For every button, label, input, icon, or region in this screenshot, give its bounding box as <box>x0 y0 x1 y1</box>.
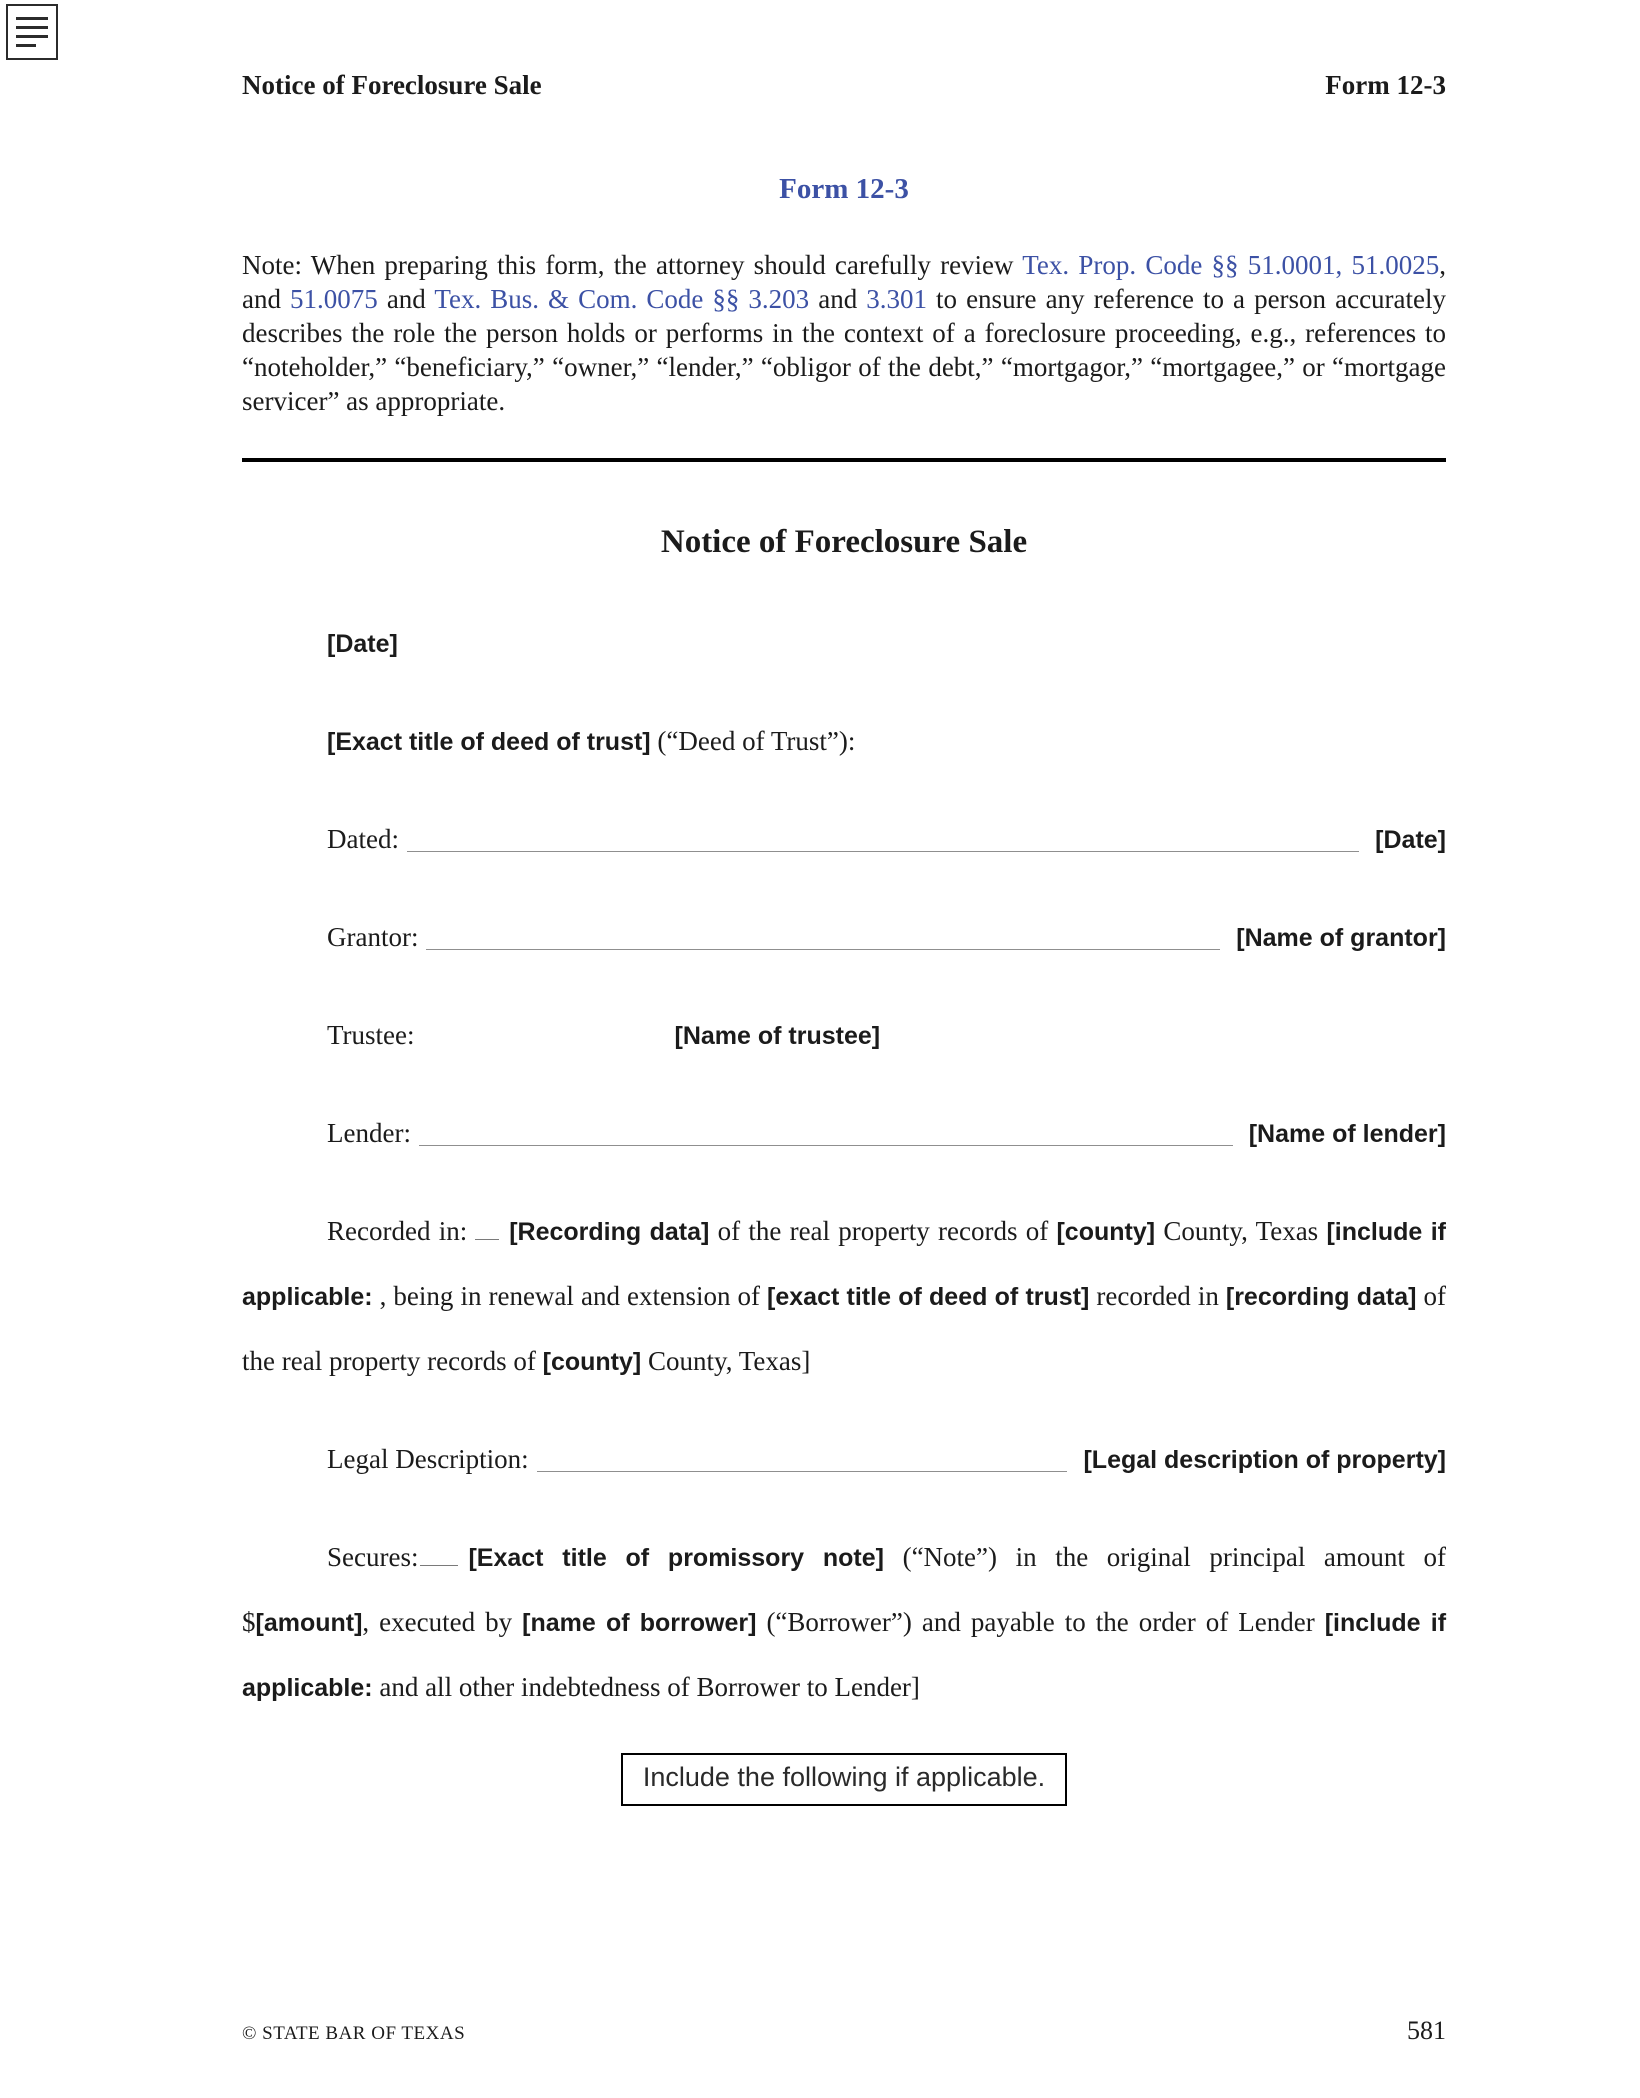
outline-icon-bar <box>16 44 36 47</box>
trustee-label: Trustee: <box>327 1020 415 1050</box>
grantor-blank-line <box>426 905 1220 970</box>
section-divider <box>242 458 1446 462</box>
copyright-notice: © STATE BAR OF TEXAS <box>242 2023 466 2044</box>
secures-paragraph <box>242 1525 1446 1720</box>
recording-blank-line <box>475 1236 499 1240</box>
legal-description-blank-line <box>537 1427 1068 1492</box>
outline-icon-bar <box>16 26 48 29</box>
para-text: Recorded in: <box>327 1216 468 1246</box>
page-number: 581 <box>1407 2016 1446 2045</box>
para-text: (“Borrower”) and payable to the order of Lender <box>756 1607 1325 1637</box>
outline-icon-bar <box>16 35 48 38</box>
promissory-note-placeholder: [Exact title of promissory note] <box>468 1544 884 1572</box>
para-text: and all other indebtedness of Borrower to Lender] <box>372 1672 920 1702</box>
note-text: and <box>809 284 867 314</box>
date-placeholder: [Date] <box>327 630 398 658</box>
note-text: and <box>377 284 435 314</box>
running-header-title: Notice of Foreclosure Sale <box>242 70 542 100</box>
dated-placeholder: [Date] <box>1375 826 1446 854</box>
include-if-applicable-placeholder: [include if applicable: <box>242 1609 1447 1702</box>
include-box-text: Include the following if applicable. <box>642 1762 1046 1792</box>
para-text: , executed by <box>362 1607 523 1637</box>
deed-of-trust-line <box>242 709 1446 774</box>
note-text: Note: When preparing this form, the attorney should carefully review <box>242 250 1023 280</box>
para-text: recorded in <box>1089 1281 1226 1311</box>
deed-title-placeholder: [exact title of deed of trust] <box>767 1283 1090 1311</box>
county-placeholder: [county] <box>542 1348 642 1376</box>
dated-label: Dated: <box>327 824 399 854</box>
grantor-label: Grantor: <box>327 922 419 952</box>
legal-description-placeholder: [Legal description of property] <box>1083 1446 1446 1474</box>
recording-data-placeholder: [Recording data] <box>509 1218 710 1246</box>
statute-link-bus-com-code[interactable]: Tex. Bus. & Com. Code §§ 3.203 <box>434 284 810 314</box>
dated-field <box>242 807 1446 872</box>
statute-link-prop-code[interactable]: Tex. Prop. Code §§ 51.0001, 51.0025 <box>1022 250 1440 280</box>
lender-field <box>242 1101 1446 1166</box>
note-text: , and <box>242 250 1446 314</box>
running-header-form-number: Form 12-3 <box>1325 70 1446 100</box>
document-title: Notice of Foreclosure Sale <box>660 524 1028 560</box>
page-footer <box>242 2016 1446 2046</box>
form-number-heading: Form 12-3 <box>779 173 909 205</box>
secures-blank-line <box>420 1562 458 1566</box>
note-text: to ensure any reference to a person accurately describes the role the person holds or performs in the context of a foreclosure proceeding, e.g., references to “noteholder,” “beneficiary,” “owner,” “lender,” “obligor of the debt,” “mortgagor,” “mortgagee,” or “mortgage servicer” as appropriate. <box>242 284 1447 416</box>
include-if-applicable-box <box>621 1753 1067 1806</box>
attorney-note <box>242 248 1446 418</box>
statute-link-3-301[interactable]: 3.301 <box>866 284 927 314</box>
recorded-in-paragraph <box>242 1199 1446 1394</box>
include-if-applicable-placeholder: [include if applicable: <box>242 1218 1446 1311</box>
lender-placeholder: [Name of lender] <box>1248 1120 1446 1148</box>
legal-description-field <box>242 1427 1446 1492</box>
page-content <box>242 173 1446 1806</box>
para-text: (“Note”) in the original principal amount of $ <box>242 1542 1447 1637</box>
borrower-name-placeholder: [name of borrower] <box>522 1609 757 1637</box>
trustee-placeholder: [Name of trustee] <box>674 1022 881 1050</box>
para-text: of the real property records of <box>242 1281 1446 1376</box>
recording-data-placeholder: [recording data] <box>1225 1283 1417 1311</box>
lender-blank-line <box>419 1101 1233 1166</box>
grantor-placeholder: [Name of grantor] <box>1236 924 1446 952</box>
para-text: County, Texas] <box>641 1346 811 1376</box>
lender-label: Lender: <box>327 1118 411 1148</box>
amount-placeholder: [amount] <box>255 1609 363 1637</box>
form-body <box>242 611 1446 1806</box>
outline-icon-bar <box>16 17 48 20</box>
county-placeholder: [county] <box>1056 1218 1156 1246</box>
deed-line-suffix: (“Deed of Trust”): <box>650 726 856 756</box>
para-text: , being in renewal and extension of <box>372 1281 768 1311</box>
deed-title-placeholder: [Exact title of deed of trust] <box>327 728 651 756</box>
legal-description-label: Legal Description: <box>327 1444 529 1474</box>
date-line <box>242 611 1446 676</box>
para-text: County, Texas <box>1155 1216 1327 1246</box>
para-text: Secures: <box>327 1542 419 1572</box>
running-header <box>242 0 1446 101</box>
para-text: of the real property records of <box>709 1216 1057 1246</box>
dated-blank-line <box>407 807 1359 872</box>
trustee-field <box>242 1003 1446 1068</box>
grantor-field <box>242 905 1446 970</box>
statute-link-51-0075[interactable]: 51.0075 <box>290 284 378 314</box>
document-outline-icon[interactable] <box>6 4 58 60</box>
